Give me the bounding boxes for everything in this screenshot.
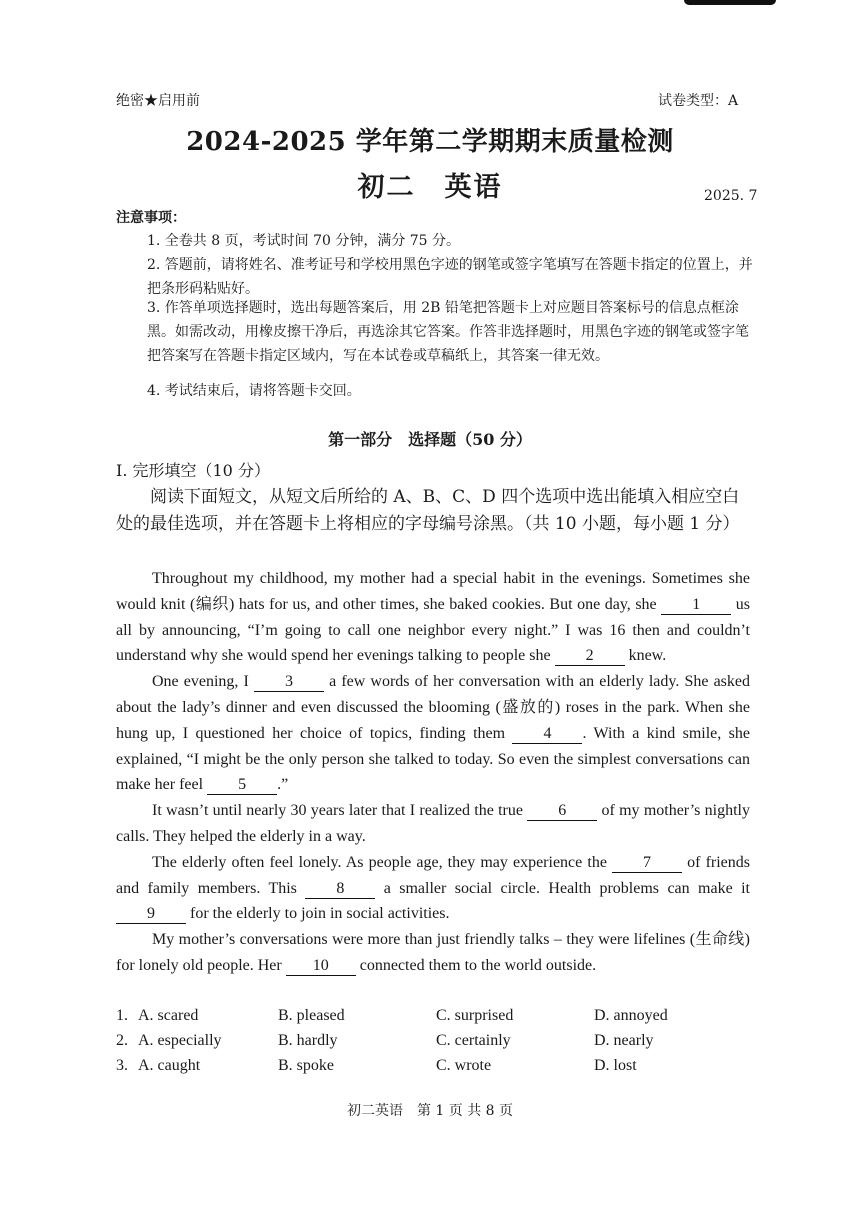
exam-date: 2025. 7 [704, 188, 758, 204]
blank-9: 9 [116, 905, 186, 924]
notice-item-1: 1. 全卷共 8 页，考试时间 70 分钟，满分 75 分。 [147, 233, 461, 249]
blank-7: 7 [612, 854, 682, 873]
option-b: B. hardly [278, 1031, 338, 1049]
question-number: 1. [116, 1006, 128, 1024]
blank-2: 2 [555, 647, 625, 666]
notice-item-4: 4. 考试结束后，请将答题卡交回。 [147, 383, 361, 399]
blank-8: 8 [305, 880, 375, 899]
confidential-label: 绝密★启用前 [116, 93, 200, 109]
option-d: D. lost [594, 1056, 637, 1074]
blank-4: 4 [512, 725, 582, 744]
blank-6: 6 [527, 802, 597, 821]
question-2-options [116, 1028, 756, 1053]
paragraph-5: My mother’s conversations were more than just friendly talks – they were lifelines (生命线) for lonely old people. Her 10 connected them to the world outside. [116, 931, 750, 974]
option-a: A. scared [138, 1006, 199, 1024]
blank-3: 3 [254, 673, 324, 692]
page-footer: 初二英语 第 1 页 共 8 页 [346, 1103, 514, 1119]
answer-options [116, 1003, 756, 1078]
scan-edge-mark [684, 0, 776, 5]
cloze-passage [116, 566, 750, 979]
option-d: D. nearly [594, 1031, 654, 1049]
paragraph-3: It wasn’t until nearly 30 years later that I realized the true 6 of my mother’s nightly calls. They helped the elderly in a way. [116, 802, 751, 845]
notice-item-3: 3. 作答单项选择题时，选出每题答案后，用 2B 铅笔把答题卡上对应题目答案标号的信息点框涂黑。如需改动，用橡皮擦干净后，再选涂其它答案。作答非选择题时，用黑色字迹的钢笔或签字笔把答案写在答题卡指定区域内，写在本试卷或草稿纸上，其答案一律无效。 [147, 300, 749, 364]
option-b: B. pleased [278, 1006, 345, 1024]
option-c: C. surprised [436, 1006, 514, 1024]
paragraph-1: Throughout my childhood, my mother had a special habit in the evenings. Sometimes she would knit (编织) hats for us, and other times, she baked cookies. But one day, she 1 us all by announcing, “I’m going to call one neighbor every night.” I was 16 then and couldn’t understand why she would spend her evenings talking to people she 2 knew. [116, 570, 750, 665]
blank-10: 10 [286, 957, 356, 976]
question-1-options [116, 1003, 756, 1028]
section-title: I. 完形填空（10 分） [116, 461, 270, 480]
exam-title: 2024-2025 学年第二学期期末质量检测 [186, 127, 674, 157]
option-a: A. especially [138, 1031, 222, 1049]
question-number: 3. [116, 1056, 128, 1074]
paper-type-label: 试卷类型：A [658, 93, 739, 109]
part-title: 第一部分 选择题（50 分） [328, 430, 532, 449]
section-instruction: 阅读下面短文，从短文后所给的 A、B、C、D 四个选项中选出能填入相应空白处的最佳选项，并在答题卡上将相应的字母编号涂黑。（共 10 小题，每小题 1 分） [116, 487, 740, 534]
notice-item-2: 2. 答题前，请将姓名、准考证号和学校用黑色字迹的钢笔或签字笔填写在答题卡指定的位置上，并把条形码粘贴好。 [147, 257, 753, 297]
paragraph-4: The elderly often feel lonely. As people age, they may experience the 7 of friends and family members. This 8 a smaller social circle. Health problems can make it 9 for the elderly to join in social activities. [116, 853, 751, 923]
blank-1: 1 [661, 596, 731, 615]
option-c: C. certainly [436, 1031, 511, 1049]
option-d: D. annoyed [594, 1006, 668, 1024]
question-number: 2. [116, 1031, 128, 1049]
option-c: C. wrote [436, 1056, 492, 1074]
option-b: B. spoke [278, 1056, 334, 1074]
exam-subject: 初二 英语 [357, 172, 503, 203]
blank-5: 5 [207, 776, 277, 795]
question-3-options [116, 1053, 756, 1078]
option-a: A. caught [138, 1056, 201, 1074]
paragraph-2: One evening, I 3 a few words of her conversation with an elderly lady. She asked about the lady’s dinner and even discussed the blooming (盛放的) roses in the park. When she hung up, I questioned her choice of topics, finding them 4 . With a kind smile, she explained, “I might be the only person she talked to today. So even the simplest conversations can make her feel 5 .” [116, 673, 750, 794]
notice-heading: 注意事项： [116, 210, 186, 226]
